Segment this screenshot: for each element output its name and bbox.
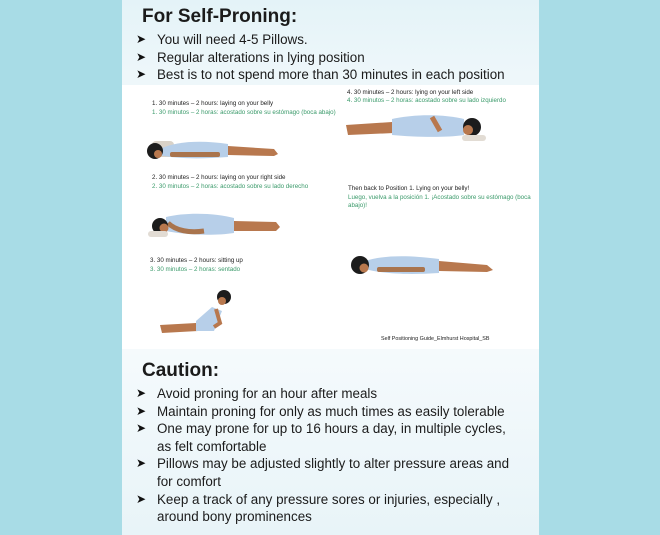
step-2-english: 2. 30 minutes – 2 hours: laying on your right side (152, 174, 286, 181)
step-5-spanish: Luego, vuelva a la posición 1. ¡Acostado sobre su estómago (boca abajo)! (348, 194, 531, 209)
self-positioning-guide (122, 85, 539, 349)
list-item: ➤ Pillows may be adjusted slightly to alter pressure areas and for comfort (136, 455, 527, 490)
caution-list (136, 385, 527, 526)
step-3-spanish: 3. 30 minutos – 2 horas: sentado (150, 266, 241, 273)
step-3-english: 3. 30 minutes – 2 hours: sitting up (150, 257, 243, 264)
step-2-spanish: 2. 30 minutos – 2 horas: acostado sobre su lado derecho (152, 183, 309, 190)
list-item: ➤ Regular alterations in lying position (136, 49, 505, 67)
list-item: ➤ Maintain proning for only as much times as easily tolerable (136, 403, 527, 421)
right-side-figure-icon (146, 209, 286, 241)
step-1-spanish: 1. 30 minutos – 2 horas: acostado sobre su estómago (boca abajo) (152, 109, 336, 116)
list-item: ➤ Avoid proning for an hour after meals (136, 385, 527, 403)
sitting-figure-icon (156, 283, 246, 338)
step-5-english: Then back to Position 1. Lying on your belly! (348, 185, 470, 192)
step-4-spanish: 4. 30 minutos – 2 horas: acostado sobre su lado izquierdo (347, 97, 506, 104)
infographic-card (122, 0, 539, 535)
prone-figure-icon (142, 135, 282, 165)
caution-title: Caution: (142, 360, 220, 381)
list-item: ➤ You will need 4-5 Pillows. (136, 31, 505, 49)
list-item: ➤ Keep a track of any pressure sores or injuries, especially , around bony prominences (136, 491, 517, 526)
self-proning-title: For Self-Proning: (142, 6, 298, 27)
list-item: ➤ Best is to not spend more than 30 minutes in each position (136, 66, 505, 84)
prone-return-figure-icon (347, 249, 497, 281)
step-4-english: 4. 30 minutes – 2 hours: lying on your left side (347, 89, 474, 96)
list-item: ➤ One may prone for up to 16 hours a day, in multiple cycles, as felt comfortable (136, 420, 517, 455)
self-proning-list (136, 31, 505, 84)
step-1-english: 1. 30 minutes – 2 hours: laying on your belly (152, 100, 274, 107)
left-side-figure-icon (344, 109, 489, 143)
guide-source-note: Self Positioning Guide_Elmhurst Hospital_SB (381, 336, 490, 342)
